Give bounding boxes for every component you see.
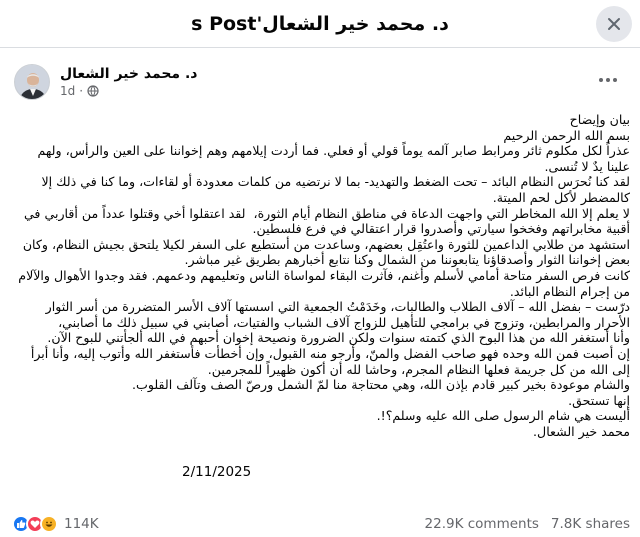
ellipsis-icon (598, 77, 618, 83)
post-paragraph: أليست هي شام الرسول صلى الله عليه وسلم؟!. (376, 408, 630, 424)
post-paragraph: بسم الله الرحمن الرحيم (503, 127, 630, 143)
separator-dot: · (79, 84, 84, 98)
close-icon (607, 17, 621, 31)
post-dialog-header (0, 0, 640, 48)
comments-count-link[interactable]: 22.9K comments (424, 516, 539, 532)
globe-icon[interactable] (87, 85, 99, 97)
post-paragraph: لقد كنا نُحرَس النظام البائد – تحت الضغط والتهديد- بما لا نرتضيه من كلمات معدودة أو لقاءات، وما كنا في ذلك إلا كالمضطر لأكل لحم الميتة. (37, 174, 630, 205)
close-button[interactable] (596, 6, 632, 42)
page-title: د. محمد خير الشعال's Post (191, 12, 449, 35)
post-paragraph: استشهد من طلابي الداعمين للثورة واعتُقِل بعضهم، وساعدت من أستطيع على السفر لكيلا يلتحق بجيش النظام، وكان بعض إخواننا الثوار وأصدقاؤنا يتابعوننا من الشمال وكنا نتابع أخبارهم بطريق غير مباشر. (18, 236, 630, 268)
post-timestamp[interactable]: 1d (60, 84, 76, 98)
post-stats (425, 516, 630, 532)
post-author-row (14, 62, 197, 102)
shares-count-link[interactable]: 7.8K shares (550, 516, 630, 532)
post-paragraph: درّست – بفضل الله – آلاف الطلاب والطالبات، وخَدَمْتُ الجمعية التي اسستها آلاف الأسر المتضررة من أسر الثوار الأحرار والمرابطين، وتزوج في برامجي للتأهيل للزواج آلاف الشباب والفتيات، أصابني في سبيل ذلك ما أصابني، (41, 299, 630, 330)
post-paragraph: إنها تستحق. (568, 392, 630, 408)
post-paragraph: محمد خير الشعال. (533, 423, 630, 439)
more-options-button[interactable] (594, 70, 622, 90)
author-name[interactable]: د. محمد خير الشعال (60, 66, 198, 82)
post-text (12, 112, 630, 439)
post-paragraph: عذراً لكل مكلوم ثائر ومرابط صابر آلمه يوماً قولي أو فعلي. فما أردت إيلامهم وهم إخواننا على العين والرأس، ولهم علينا يدٌ لا تُنسى. (33, 143, 630, 174)
post-paragraph: إن أصبت فمن الله وحده فهو صاحب الفضل والمنّ، وأرجو منه القبول، وإن أخطأت فأستغفر الله وأتوب إليه، وأنا أبرأ إلى الله من كل جريمة فعلها النظام المجرم، وحاشا لله أن أكون ظهيراً للمجرمين. (26, 345, 630, 377)
reactions-count: 114K (64, 516, 99, 532)
avatar[interactable] (14, 64, 50, 100)
post-paragraph: لا يعلم إلا الله المخاطر التي واجهت الدعاة في مناطق النظام أيام الثورة، لقد اعتقلوا أخي وقتلوا عدداً من أقاربي في أقبية مخابراتهم وفخخوا سيارتي وأصدروا قرار اعتقالي في فرع فلسطين. (19, 205, 630, 237)
post-paragraph: وأنا أستغفر الله من هذا البوح الذي كتمته سنوات ولكن الضرورة ونصيحة إخوان أحبهم في الله ألجأتني للبوح الآن. (47, 330, 630, 346)
reactions-summary[interactable] (12, 515, 99, 533)
post-time-row (60, 84, 197, 98)
author-meta (60, 66, 197, 98)
post-footer (12, 514, 630, 534)
post-paragraph: والشام موعودة بخير كبير قادم بإذن الله، وهي محتاجة منا لمّ الشمل ورصّ الصف وتآلف القلوب. (131, 377, 630, 393)
post-paragraph: بيان وإيضاح (569, 112, 630, 127)
post-paragraph: كانت فرص السفر متاحة أمامي لأسلم وأغنم، فآثرت البقاء لمواساة الناس وتعليمهم ودعمهم. فقد وجدوا الأهوال والآلام من إجرام النظام البائد. (14, 267, 630, 299)
profile-photo-icon (15, 65, 50, 100)
post-date: 2/11/2025 (182, 464, 252, 480)
haha-icon (40, 515, 58, 533)
